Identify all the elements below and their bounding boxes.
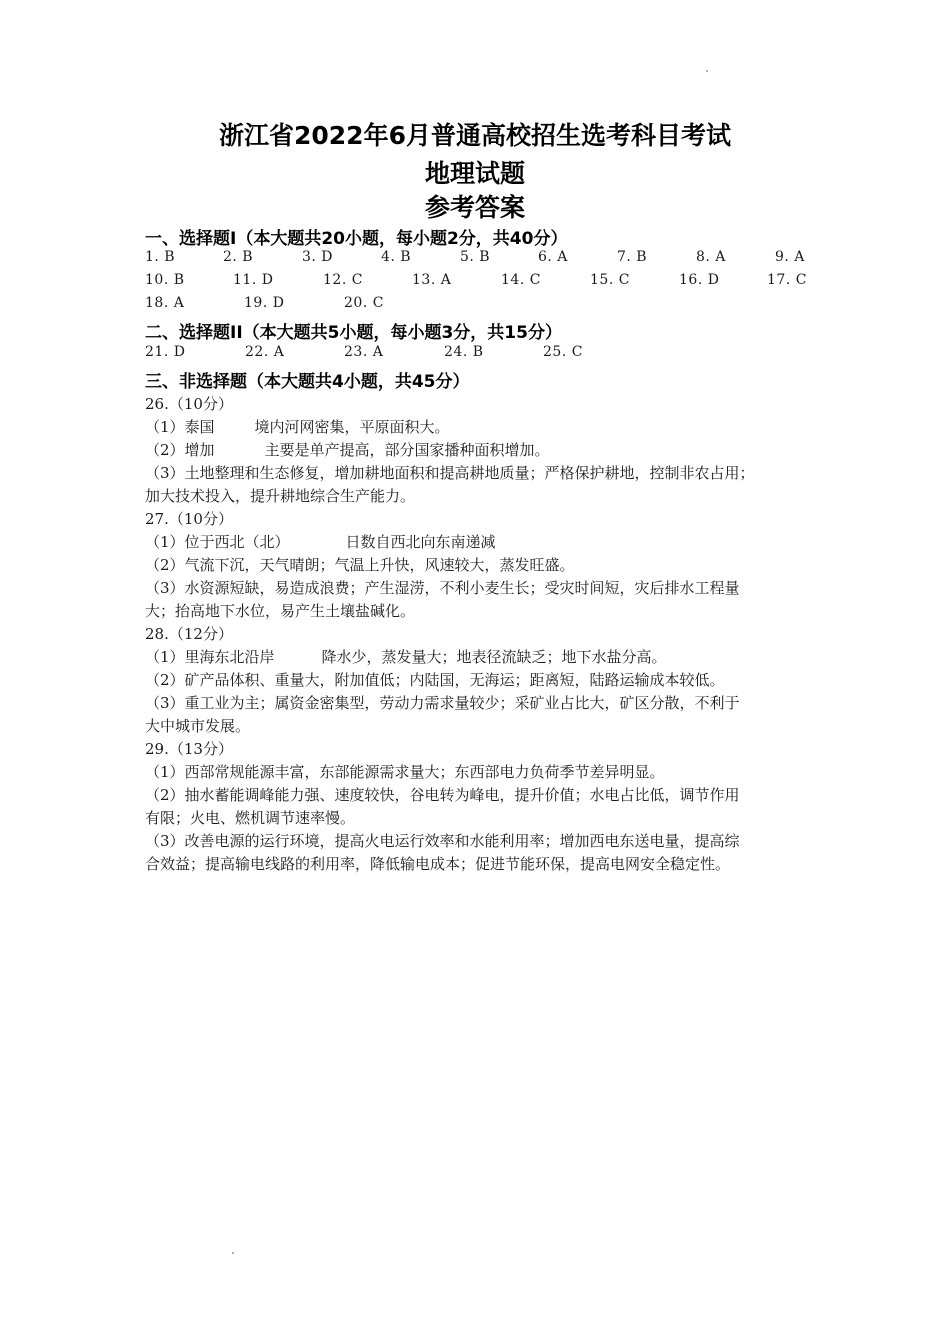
- section1-heading: 一、选择题Ⅰ（本大题共20小题，每小题2分，共40分）: [145, 229, 568, 249]
- answer-2: 2. B: [223, 249, 254, 265]
- q26-answer-1-reason: 境内河网密集，平原面积大。: [254, 418, 450, 436]
- answer-15: 15. C: [590, 272, 630, 288]
- answer-22: 22. A: [245, 344, 285, 360]
- answer-key-title: 参考答案: [424, 193, 525, 222]
- answer-23: 23. A: [344, 344, 384, 360]
- answer-7: 7. B: [617, 249, 648, 265]
- answer-3: 3. D: [302, 249, 334, 265]
- q26-answer-1: [145, 416, 450, 437]
- q28-answer-2: （2）矿产品体积、重量大，附加值低；内陆国，无海运；距离短，陆路运输成本较低。: [145, 671, 725, 689]
- scan-speck: [232, 1252, 234, 1254]
- q27-answer-1: [145, 531, 496, 552]
- answer-12: 12. C: [323, 272, 363, 288]
- q29-answer-3-cont: 合效益；提高输电线路的利用率，降低输电成本；促进节能环保，提高电网安全稳定性。: [145, 855, 731, 873]
- q27-answer-1-term: （1）位于西北（北）: [145, 533, 290, 551]
- answer-13: 13. A: [412, 272, 452, 288]
- subject-title: 地理试题: [424, 159, 525, 188]
- q28-answer-1-reason: 降水少，蒸发量大；地表径流缺乏；地下水盐分高。: [321, 648, 667, 666]
- exam-title: 浙江省2022年6月普通高校招生选考科目考试: [219, 121, 731, 150]
- answer-row-3: [145, 295, 825, 317]
- answer-11: 11. D: [233, 272, 274, 288]
- q28-heading: 28.（12分）: [145, 625, 233, 643]
- q26-answer-2-reason: 主要是单产提高，部分国家播种面积增加。: [264, 441, 550, 459]
- q29-heading: 29.（13分）: [145, 740, 233, 758]
- q26-answer-2: [145, 439, 550, 460]
- q27-answer-2: （2）气流下沉，天气晴朗；气温上升快，风速较大，蒸发旺盛。: [145, 556, 575, 574]
- q28-answer-3-cont: 大中城市发展。: [145, 717, 251, 735]
- answer-17: 17. C: [767, 272, 807, 288]
- answer-18: 18. A: [145, 295, 185, 311]
- q28-answer-3: （3）重工业为主；属资金密集型，劳动力需求量较少；采矿业占比大，矿区分散，不利于: [145, 694, 740, 712]
- answer-20: 20. C: [344, 295, 384, 311]
- answer-19: 19. D: [244, 295, 285, 311]
- answer-4: 4. B: [381, 249, 412, 265]
- q27-answer-1-reason: 日数自西北向东南递减: [345, 533, 496, 551]
- answer-8: 8. A: [696, 249, 726, 265]
- scan-speck: [706, 70, 708, 72]
- q26-answer-3: （3）土地整理和生态修复，增加耕地面积和提高耕地质量；严格保护耕地，控制非农占用；: [145, 464, 755, 482]
- q27-answer-3-cont: 大；抬高地下水位，易产生土壤盐碱化。: [145, 602, 416, 620]
- answer-row-4: [145, 344, 825, 366]
- answer-row-2: [145, 272, 825, 294]
- answer-6: 6. A: [538, 249, 568, 265]
- answer-5: 5. B: [460, 249, 491, 265]
- q28-answer-1: [145, 646, 667, 667]
- q27-answer-3: （3）水资源短缺，易造成浪费；产生湿涝，不利小麦生长；受灾时间短，灾后排水工程量: [145, 579, 740, 597]
- q26-answer-3-cont: 加大技术投入，提升耕地综合生产能力。: [145, 487, 416, 505]
- q29-answer-2-cont: 有限；火电、燃机调节速率慢。: [145, 809, 356, 827]
- answer-24: 24. B: [444, 344, 484, 360]
- q28-answer-1-term: （1）里海东北沿岸: [145, 648, 275, 666]
- section3-heading: 三、非选择题（本大题共4小题，共45分）: [145, 372, 470, 392]
- q29-answer-2: （2）抽水蓄能调峰能力强、速度较快，谷电转为峰电，提升价值；水电占比低，调节作用: [145, 786, 740, 804]
- answer-25: 25. C: [543, 344, 583, 360]
- q26-answer-2-term: （2）增加: [145, 441, 215, 459]
- q29-answer-1: （1）西部常规能源丰富，东部能源需求量大；东西部电力负荷季节差异明显。: [145, 763, 665, 781]
- section2-heading: 二、选择题II（本大题共5小题，每小题3分，共15分）: [145, 323, 562, 343]
- q26-heading: 26.（10分）: [145, 395, 233, 413]
- answer-16: 16. D: [679, 272, 720, 288]
- q27-heading: 27.（10分）: [145, 510, 233, 528]
- answer-row-1: [145, 249, 825, 271]
- q29-answer-3: （3）改善电源的运行环境，提高火电运行效率和水能利用率；增加西电东送电量，提高综: [145, 832, 740, 850]
- answer-21: 21. D: [145, 344, 186, 360]
- q26-answer-1-term: （1）泰国: [145, 418, 215, 436]
- answer-14: 14. C: [501, 272, 541, 288]
- answer-10: 10. B: [145, 272, 185, 288]
- answer-9: 9. A: [775, 249, 805, 265]
- answer-1: 1. B: [145, 249, 176, 265]
